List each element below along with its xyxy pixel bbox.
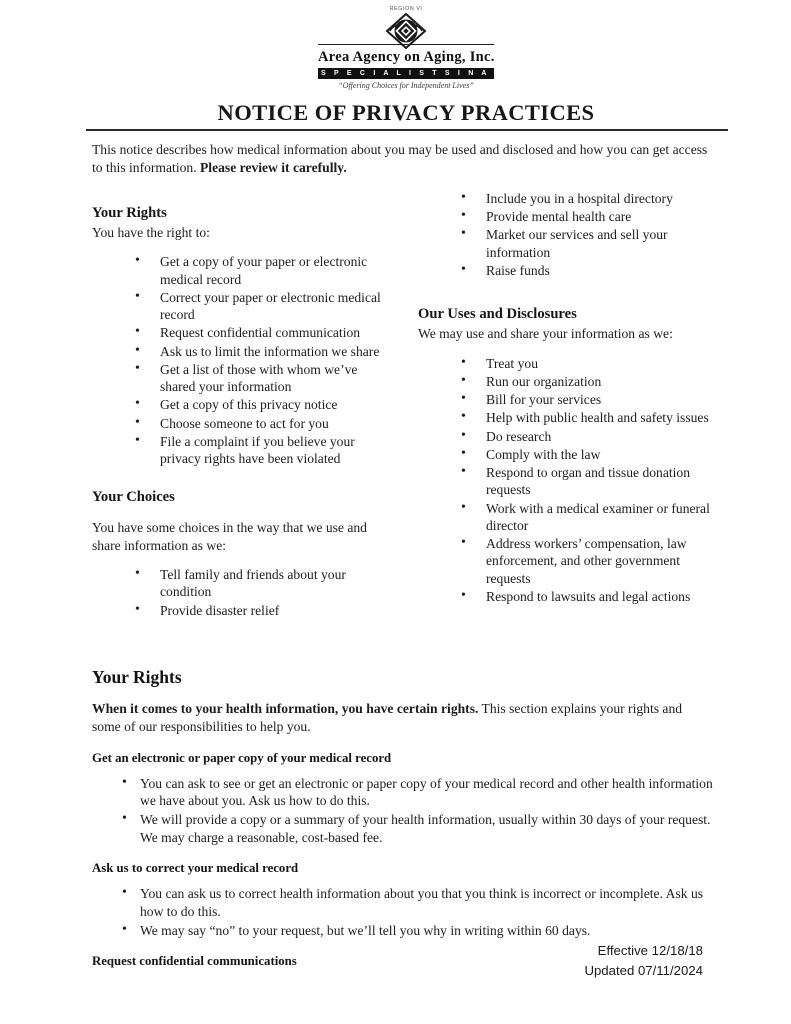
bullet-item: • Market our services and sell your information [486,226,720,261]
logo-region-text: REGION VI [389,6,423,12]
bullet-item: • You can ask to see or get an electronic or paper copy of your medical record and other health information we have about you. Ask us how to do this. [140,775,720,810]
bullet-item: • You can ask us to correct health information about you that you think is incorrect or incomplete. Ask us how to do this. [140,885,720,920]
details-heading: Your Rights [92,666,182,687]
bullet-item: • Comply with the law [486,446,720,463]
compass-diamond-icon [384,13,428,49]
bullet-item: • File a complaint if you believe your privacy rights have been violated [160,433,390,468]
your-choices-heading: Your Choices [92,489,175,506]
bullet-item: • Get a copy of your paper or electronic medical record [160,253,390,288]
agency-logo [318,6,541,90]
right-column [418,190,720,620]
logo-emblem [318,13,494,49]
bullet-item: • Provide mental health care [486,208,720,225]
title-divider [86,129,728,131]
intro-paragraph [92,141,708,176]
details-lead [92,700,708,736]
subheading-confidential-communications: Request confidential communications [92,954,297,969]
bullet-item: • Request confidential communication [160,324,390,341]
bullet-item: • Get a list of those with whom we’ve shared your information [160,361,390,396]
updated-date: Updated 07/11/2024 [584,963,703,979]
your-rights-lead: You have the right to: [92,224,210,240]
your-rights-heading: Your Rights [92,204,167,221]
intro-bold-text: Please review it carefully. [200,159,347,175]
agency-tagline: “Offering Choices for Independent Lives” [338,81,474,90]
details-lead-bold: When it comes to your health information, you have certain rights. [92,700,479,716]
uses-disclosures-list [418,355,720,606]
agency-banner: S P E C I A L I S T S I N A G I N G [318,68,494,79]
bullet-item: • Bill for your services [486,391,720,408]
your-rights-list [92,253,390,467]
subheading-copy-record: Get an electronic or paper copy of your medical record [92,750,392,765]
bullet-item: • Treat you [486,355,720,372]
intro-text: This notice describes how medical information about you may be used and disclosed and how you can get access to this information. [92,142,708,175]
bullet-item: • Include you in a hospital directory [486,190,720,207]
agency-name: Area Agency on Aging, Inc. [318,49,495,65]
bullet-item: • Address workers’ compensation, law enforcement, and other government requests [486,535,720,587]
bullet-item: • Choose someone to act for you [160,415,390,432]
footer-dates [584,941,703,981]
details-lead-rest: This section explains your rights and some of our responsibilities to help you. [92,700,683,734]
subheading-correct-record: Ask us to correct your medical record [92,861,299,876]
left-column [92,190,390,620]
copy-record-list [92,775,720,847]
bullet-item: • Get a copy of this privacy notice [160,396,390,413]
summary-columns [92,190,720,620]
your-rights-details-section [92,667,720,970]
page-title: NOTICE OF PRIVACY PRACTICES [217,100,595,125]
your-choices-lead: You have some choices in the way that we use and share information as we: [92,520,367,553]
bullet-item: • Correct your paper or electronic medical record [160,289,390,324]
bullet-item: • Do research [486,428,720,445]
bullet-item: • Work with a medical examiner or funeral director [486,500,720,535]
bullet-item: • Ask us to limit the information we share [160,343,390,360]
bullet-item: • Tell family and friends about your condition [160,566,390,601]
uses-disclosures-heading: Our Uses and Disclosures [418,306,577,323]
your-choices-list [92,566,390,619]
correct-record-list [92,885,720,939]
bullet-item: • Respond to organ and tissue donation requests [486,464,720,499]
bullet-item: • Run our organization [486,373,720,390]
bullet-item: • Provide disaster relief [160,602,390,619]
uses-disclosures-lead: We may use and share your information as we: [418,326,673,342]
bullet-item: • We will provide a copy or a summary of your health information, usually within 30 days of your request. We may charge a reasonable, cost-based fee. [140,811,720,846]
column-gap [390,190,418,620]
bullet-item: • Respond to lawsuits and legal actions [486,588,720,605]
effective-date: Effective 12/18/18 [597,943,703,959]
bullet-item: • Help with public health and safety issues [486,409,720,426]
continued-bullets-list [418,190,720,279]
bullet-item: • We may say “no” to your request, but we’ll tell you why in writing within 60 days. [140,922,720,940]
bullet-item: • Raise funds [486,262,720,279]
